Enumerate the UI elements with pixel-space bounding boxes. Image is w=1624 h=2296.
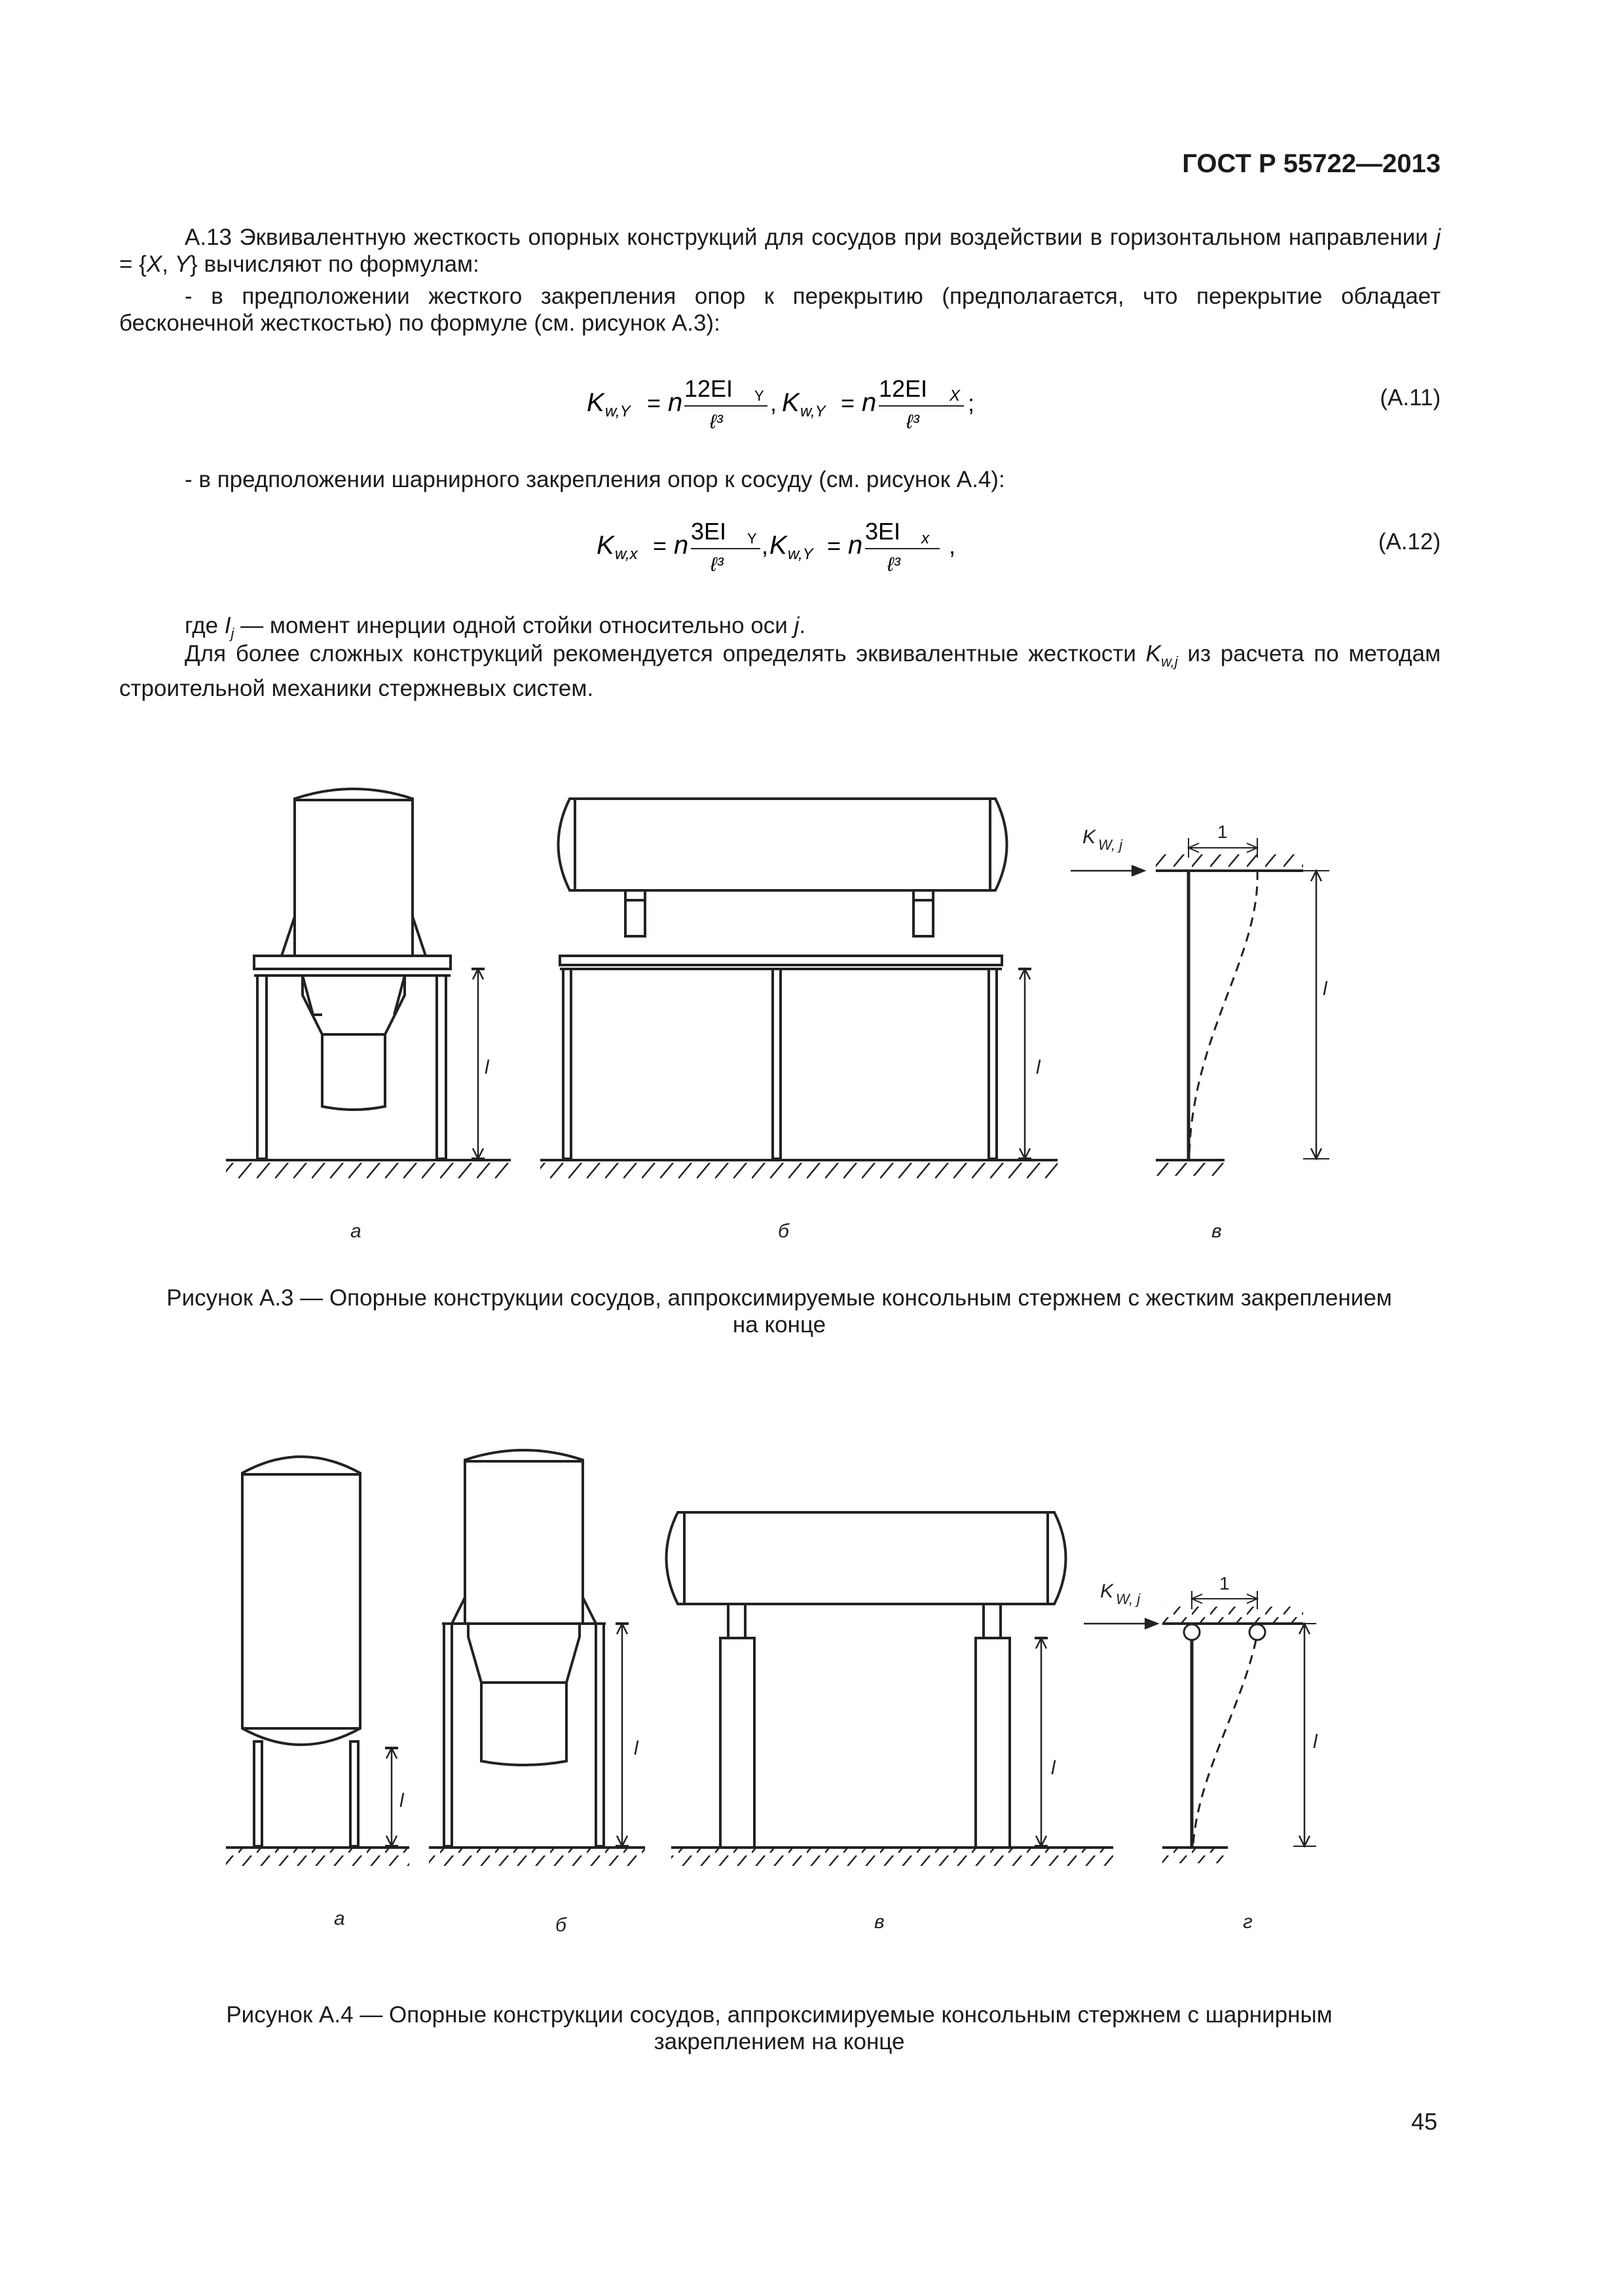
svg-text:=: =: [647, 390, 661, 416]
paragraph-a13: А.13 Эквивалентную жесткость опорных конструкций для сосудов при воздействии в горизонтальном направлении j = {X, Y} вычисляют по формулам:: [119, 225, 1441, 277]
fig3a-length-label: l: [485, 1057, 489, 1078]
fig3b-length-label: l: [1036, 1057, 1041, 1078]
svg-text:,: ,: [762, 532, 769, 559]
formula-a12-number: (А.12): [1378, 529, 1441, 555]
paragraph-where: где $I_j$ — момент инерции одной стойки относительно оси j.: [185, 613, 806, 642]
formula-a11-sub2: w,Y: [800, 403, 826, 420]
formula-a12-den1: ℓ³: [710, 554, 724, 574]
formula-a12-num2: 3EI: [865, 518, 901, 545]
fig3c-cantilever-scheme: [1071, 838, 1329, 1176]
formula-a11-graphic: [583, 372, 1041, 431]
paragraph-hinged: - в предположении шарнирного закрепления опор к сосуду (см. рисунок А.4):: [185, 467, 1005, 492]
formula-a12-graphic: [593, 515, 1051, 574]
fig4c-length-label: l: [1051, 1757, 1056, 1779]
formula-a11-sub1: w,Y: [605, 403, 631, 420]
formula-a12-lhs1: K: [597, 531, 614, 560]
document-header: ГОСТ Р 55722—2013: [1182, 149, 1441, 178]
svg-text:n: n: [862, 388, 877, 417]
paragraph-rigid: - в предположении жесткого закрепления опор к перекрытию (предполагается, что перекрытие обладает бесконечной жесткостью) по формуле (см. рисунок А.3):: [119, 283, 1441, 336]
formula-a12-den2: ℓ³: [887, 554, 900, 574]
figure-a3-caption-line2: на конце: [732, 1312, 826, 1338]
fig4a-length-label: l: [399, 1790, 404, 1812]
figure-a3: [0, 759, 1624, 1257]
formula-a11: [583, 372, 1041, 431]
formula-a11-num1: 12EI: [684, 375, 733, 402]
fig3a-vessel-frame: [226, 789, 511, 1178]
svg-text:,: ,: [770, 390, 777, 416]
formula-a12-tail: ,: [949, 532, 956, 559]
svg-text:n: n: [848, 531, 863, 560]
svg-text:=: =: [653, 532, 667, 559]
fig4d-force-sub: W, j: [1116, 1591, 1141, 1607]
formula-a11-number: (А.11): [1380, 385, 1441, 410]
formula-a11-den1: ℓ³: [710, 411, 723, 431]
fig4-label-a: а: [334, 1908, 345, 1929]
formula-a12-sub2: w,Y: [788, 545, 813, 563]
paragraph-complex: Для более сложных конструкций рекомендуется определять эквивалентные жесткости $K_{w,j}$ из расчета по методам строительной механики стержневых систем.: [119, 641, 1441, 701]
formula-a12-numsub1: Y: [747, 530, 757, 547]
formula-a12-sub1: w,x: [615, 545, 638, 563]
formula-a11-numsub2: X: [950, 387, 961, 405]
formula-a12-lhs2: K: [769, 531, 787, 560]
fig3-label-b: б: [778, 1220, 789, 1242]
formula-a11-num2: 12EI: [879, 375, 928, 402]
formula-a11-tail: ;: [968, 390, 975, 416]
fig3-label-a: а: [350, 1220, 361, 1242]
fig3c-force-label: K: [1082, 826, 1096, 848]
fig3c-length-label: l: [1323, 978, 1327, 1000]
svg-text:=: =: [827, 532, 841, 559]
fig4c-vessel-columns: [667, 1512, 1114, 1866]
svg-text:n: n: [674, 531, 689, 560]
svg-text:n: n: [668, 388, 683, 417]
page-number: 45: [1411, 2108, 1437, 2135]
fig4-label-b: б: [555, 1914, 566, 1936]
formula-a11-den2: ℓ³: [906, 411, 919, 431]
fig3c-unit-label: 1: [1217, 822, 1228, 842]
formula-a12: [593, 515, 1051, 574]
fig4-label-c: в: [874, 1911, 885, 1933]
fig4d-force-label: K: [1100, 1580, 1114, 1602]
fig4d-hinged-scheme: [1084, 1591, 1316, 1863]
fig4b-vessel-frame: [429, 1450, 645, 1866]
figure-a4-caption-line2: закреплением на конце: [654, 2029, 905, 2054]
fig4-label-d: г: [1243, 1911, 1253, 1933]
figure-a4-caption-line1: Рисунок А.4 — Опорные конструкции сосудов, аппроксимируемые консольным стержнем с шарнирным: [226, 2002, 1333, 2028]
formula-a12-numsub2: x: [921, 530, 929, 547]
fig4a-vessel-legs: [226, 1457, 409, 1866]
fig4d-length-label: l: [1313, 1731, 1318, 1753]
formula-a11-numsub1: Y: [754, 388, 764, 404]
figure-a4: [0, 1434, 1624, 1964]
formula-a11-lhs2: K: [782, 388, 800, 417]
fig4d-unit-label: 1: [1219, 1573, 1230, 1594]
svg-text:=: =: [841, 390, 855, 416]
formula-a11-lhs1: K: [587, 388, 604, 417]
fig3b-vessel-table: [540, 799, 1058, 1178]
fig3-label-c: в: [1211, 1220, 1222, 1242]
fig3c-force-sub: W, j: [1098, 837, 1123, 853]
fig4b-length-label: l: [634, 1738, 638, 1759]
figure-a3-caption-line1: Рисунок А.3 — Опорные конструкции сосудов, аппроксимируемые консольным стержнем с жестким закреплением: [166, 1285, 1392, 1311]
formula-a12-num1: 3EI: [691, 518, 727, 545]
